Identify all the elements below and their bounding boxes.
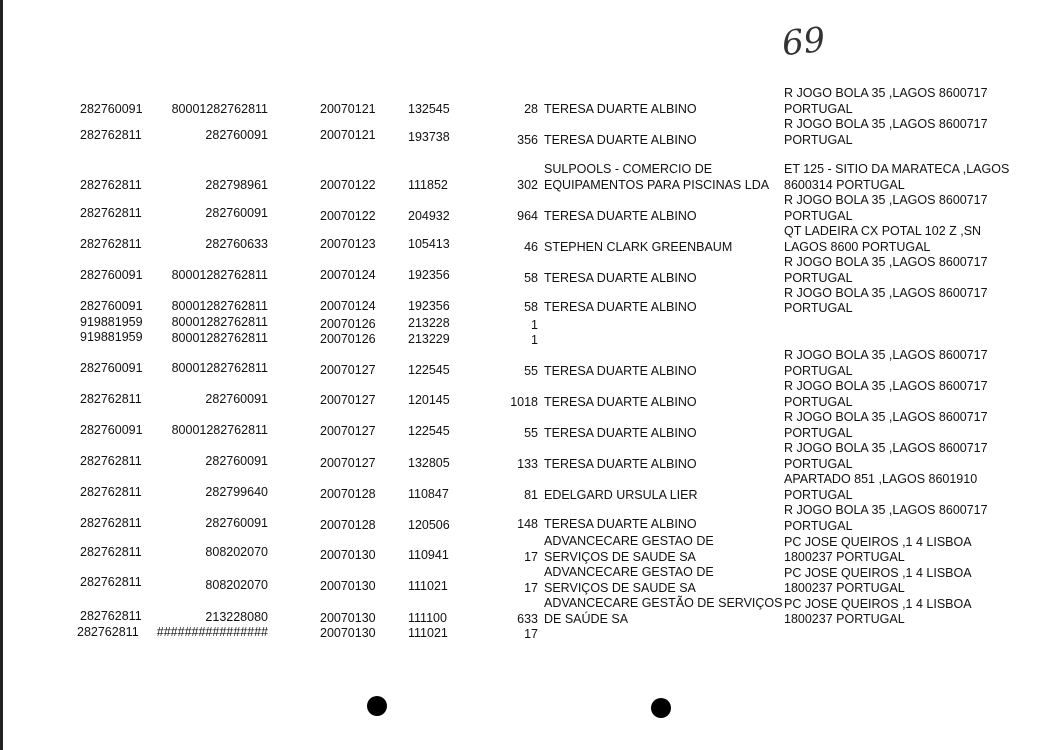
subscriber-address-line2: PORTUGAL — [784, 101, 853, 116]
destination-number: 80001282762811 — [171, 361, 268, 375]
subscriber-address-line1: R JOGO BOLA 35 ,LAGOS 8600717 — [784, 286, 988, 300]
subscriber-address-line1: R JOGO BOLA 35 ,LAGOS 8600717 — [784, 117, 988, 131]
subscriber-address-line2: PORTUGAL — [784, 394, 853, 409]
call-duration: 17 — [524, 627, 538, 641]
call-time: 111021 — [408, 579, 448, 593]
call-date: 20070128 — [320, 487, 376, 501]
call-duration: 356 — [517, 132, 538, 147]
call-duration: 46 — [524, 239, 538, 254]
handwritten-page-number: 69 — [780, 19, 828, 65]
call-date: 20070124 — [320, 268, 376, 282]
subscriber-address-line2: PORTUGAL — [784, 518, 853, 533]
subscriber-address-line1: ET 125 - SITIO DA MARATECA ,LAGOS — [784, 162, 1010, 176]
call-date: 20070122 — [320, 177, 376, 192]
call-date: 20070130 — [320, 548, 376, 562]
subscriber-name: TERESA DUARTE ALBINO — [544, 394, 697, 409]
call-date: 20070127 — [320, 456, 376, 470]
subscriber-name: TERESA DUARTE ALBINO — [544, 101, 697, 116]
destination-number: 282760091 — [205, 516, 268, 530]
call-time: 213229 — [408, 332, 450, 346]
call-time: 122545 — [408, 424, 450, 438]
call-time: 193738 — [408, 130, 450, 144]
subscriber-address-line2: 1800237 PORTUGAL — [784, 611, 905, 626]
destination-number: 282798961 — [205, 177, 268, 192]
origin-number: 282762811 — [80, 575, 142, 589]
origin-number: 282762811 — [80, 454, 142, 468]
table-row — [0, 117, 1053, 148]
origin-number: 282762811 — [77, 625, 139, 639]
call-duration: 1 — [531, 333, 538, 347]
destination-number: 282760091 — [205, 128, 268, 142]
call-time: 120506 — [408, 518, 450, 532]
call-date: 20070126 — [320, 317, 376, 331]
table-row — [0, 193, 1053, 224]
subscriber-address-line1: QT LADEIRA CX POTAL 102 Z ,SN — [784, 224, 982, 238]
table-row — [0, 596, 1053, 627]
table-row — [0, 348, 1053, 379]
subscriber-name-line2: DE SAÚDE SA — [544, 611, 629, 626]
table-row — [0, 503, 1053, 534]
subscriber-name: TERESA DUARTE ALBINO — [544, 363, 697, 378]
call-duration: 58 — [524, 270, 538, 285]
subscriber-name-line1: ADVANCECARE GESTAO DE — [544, 534, 714, 548]
call-time: 105413 — [408, 237, 450, 251]
subscriber-name-line1: SULPOOLS - COMERCIO DE — [544, 162, 713, 176]
call-time: 213228 — [408, 316, 450, 330]
destination-number: 80001282762811 — [171, 315, 268, 329]
call-duration: 133 — [517, 456, 538, 471]
table-row — [0, 86, 1053, 117]
call-time: 192356 — [408, 299, 450, 313]
destination-number: 282760091 — [205, 206, 268, 220]
subscriber-address-line1: R JOGO BOLA 35 ,LAGOS 8600717 — [784, 441, 988, 455]
subscriber-address-line1: R JOGO BOLA 35 ,LAGOS 8600717 — [784, 410, 988, 424]
call-time: 132545 — [408, 101, 450, 116]
call-time: 192356 — [408, 268, 450, 282]
subscriber-address-line2: 1800237 PORTUGAL — [784, 580, 905, 595]
call-duration: 1 — [531, 318, 538, 332]
subscriber-address-line1: R JOGO BOLA 35 ,LAGOS 8600717 — [784, 255, 988, 269]
origin-number: 282760091 — [80, 268, 143, 282]
subscriber-address-line2: PORTUGAL — [784, 425, 853, 440]
destination-number: 80001282762811 — [171, 331, 268, 345]
origin-number: 282762811 — [80, 128, 142, 142]
subscriber-address-line2: 8600314 PORTUGAL — [784, 177, 905, 192]
call-time: 110941 — [408, 548, 449, 562]
call-time: 122545 — [408, 363, 450, 377]
origin-number: 282762811 — [80, 177, 142, 192]
table-row — [0, 255, 1053, 286]
subscriber-address-line1: PC JOSE QUEIROS ,1 4 LISBOA — [784, 566, 972, 580]
call-duration: 17 — [524, 580, 538, 595]
subscriber-name: TERESA DUARTE ALBINO — [544, 208, 697, 223]
subscriber-name: TERESA DUARTE ALBINO — [544, 132, 697, 147]
table-row — [0, 315, 1053, 331]
call-date: 20070124 — [320, 299, 376, 313]
subscriber-address-line2: PORTUGAL — [784, 363, 853, 378]
subscriber-name: TERESA DUARTE ALBINO — [544, 300, 697, 314]
origin-number: 282760091 — [80, 299, 143, 313]
call-time: 204932 — [408, 208, 450, 223]
subscriber-address-line2: 1800237 PORTUGAL — [784, 549, 905, 564]
table-row — [0, 625, 1053, 641]
call-time: 111021 — [408, 626, 448, 640]
subscriber-name: STEPHEN CLARK GREENBAUM — [544, 239, 733, 254]
call-duration: 302 — [517, 177, 538, 192]
origin-number: 282762811 — [80, 237, 142, 251]
subscriber-name-line2: SERVIÇOS DE SAUDE SA — [544, 580, 696, 595]
table-row — [0, 565, 1053, 596]
subscriber-address-line1: APARTADO 851 ,LAGOS 8601910 — [784, 472, 978, 486]
table-row — [0, 472, 1053, 503]
destination-number: 80001282762811 — [171, 101, 268, 116]
table-row — [0, 410, 1053, 441]
destination-number: 282760633 — [205, 237, 268, 251]
subscriber-address-line2: PORTUGAL — [784, 208, 853, 223]
origin-number: 919881959 — [80, 315, 143, 329]
subscriber-address-line2: PORTUGAL — [784, 456, 853, 471]
origin-number: 282762811 — [80, 485, 142, 499]
call-duration: 81 — [524, 487, 538, 502]
call-date: 20070123 — [320, 237, 376, 251]
origin-number: 919881959 — [80, 330, 143, 344]
subscriber-name: TERESA DUARTE ALBINO — [544, 517, 697, 531]
origin-number: 282762811 — [80, 392, 142, 406]
call-duration: 1018 — [510, 394, 538, 409]
subscriber-address-line2: LAGOS 8600 PORTUGAL — [784, 239, 931, 254]
table-row — [0, 379, 1053, 410]
call-date: 20070127 — [320, 363, 376, 377]
call-duration: 148 — [517, 517, 538, 531]
call-time: 111100 — [408, 611, 447, 625]
subscriber-name-line1: ADVANCECARE GESTÃO DE SERVIÇOS — [544, 596, 783, 610]
call-duration: 55 — [524, 363, 538, 378]
subscriber-address-line1: R JOGO BOLA 35 ,LAGOS 8600717 — [784, 503, 988, 517]
destination-number: 80001282762811 — [171, 299, 268, 313]
table-row — [0, 441, 1053, 472]
call-duration: 58 — [524, 300, 538, 314]
call-duration: 55 — [524, 425, 538, 440]
call-date: 20070126 — [320, 332, 376, 346]
subscriber-address-line2: PORTUGAL — [784, 487, 853, 502]
subscriber-address-line2: PORTUGAL — [784, 270, 853, 285]
destination-number: 282760091 — [205, 392, 268, 406]
table-row — [0, 330, 1053, 346]
subscriber-address-line2: PORTUGAL — [784, 132, 853, 147]
origin-number: 282762811 — [80, 206, 142, 220]
subscriber-address-line1: PC JOSE QUEIROS ,1 4 LISBOA — [784, 597, 972, 611]
call-date: 20070128 — [320, 518, 376, 532]
destination-number: 808202070 — [205, 545, 268, 559]
subscriber-address-line1: PC JOSE QUEIROS ,1 4 LISBOA — [784, 535, 972, 549]
call-duration: 633 — [517, 611, 538, 626]
call-date: 20070130 — [320, 626, 376, 640]
origin-number: 282762811 — [80, 609, 142, 623]
subscriber-name: TERESA DUARTE ALBINO — [544, 270, 697, 285]
origin-number: 282762811 — [80, 545, 142, 559]
call-duration: 28 — [524, 101, 538, 116]
subscriber-address-line2: PORTUGAL — [784, 301, 853, 315]
destination-number: 282799640 — [205, 485, 268, 499]
origin-number: 282760091 — [80, 101, 143, 116]
call-date: 20070130 — [320, 611, 376, 625]
origin-number: 282760091 — [80, 361, 143, 375]
subscriber-address-line1: R JOGO BOLA 35 ,LAGOS 8600717 — [784, 86, 988, 100]
destination-number: 80001282762811 — [171, 423, 268, 437]
destination-number: ################ — [156, 625, 268, 639]
subscriber-address-line1: R JOGO BOLA 35 ,LAGOS 8600717 — [784, 379, 988, 393]
subscriber-name-line1: ADVANCECARE GESTAO DE — [544, 565, 714, 579]
subscriber-name-line2: SERVIÇOS DE SAUDE SA — [544, 549, 696, 564]
call-date: 20070121 — [320, 101, 376, 116]
call-time: 110847 — [408, 487, 449, 501]
subscriber-name-line2: EQUIPAMENTOS PARA PISCINAS LDA — [544, 177, 770, 192]
subscriber-name: TERESA DUARTE ALBINO — [544, 456, 697, 471]
call-date: 20070130 — [320, 579, 376, 593]
table-row — [0, 286, 1053, 317]
call-duration: 17 — [524, 549, 538, 564]
destination-number: 282760091 — [205, 454, 268, 468]
subscriber-name: TERESA DUARTE ALBINO — [544, 425, 697, 440]
subscriber-address-line1: R JOGO BOLA 35 ,LAGOS 8600717 — [784, 193, 988, 207]
call-time: 132805 — [408, 456, 450, 470]
destination-number: 808202070 — [205, 578, 268, 592]
origin-number: 282762811 — [80, 516, 142, 530]
destination-number: 213228080 — [205, 610, 268, 624]
punch-hole-left — [367, 696, 387, 716]
call-date: 20070121 — [320, 128, 376, 142]
table-row — [0, 162, 1053, 193]
subscriber-address-line1: R JOGO BOLA 35 ,LAGOS 8600717 — [784, 348, 988, 362]
call-time: 120145 — [408, 393, 450, 407]
origin-number: 282760091 — [80, 423, 143, 437]
call-time: 111852 — [408, 177, 448, 192]
call-date: 20070127 — [320, 393, 376, 407]
destination-number: 80001282762811 — [171, 268, 268, 282]
subscriber-name: EDELGARD URSULA LIER — [544, 487, 698, 502]
punch-hole-right — [651, 698, 671, 718]
call-date: 20070122 — [320, 208, 376, 223]
table-row — [0, 224, 1053, 255]
call-duration: 964 — [517, 208, 538, 223]
call-date: 20070127 — [320, 424, 376, 438]
table-row — [0, 534, 1053, 565]
